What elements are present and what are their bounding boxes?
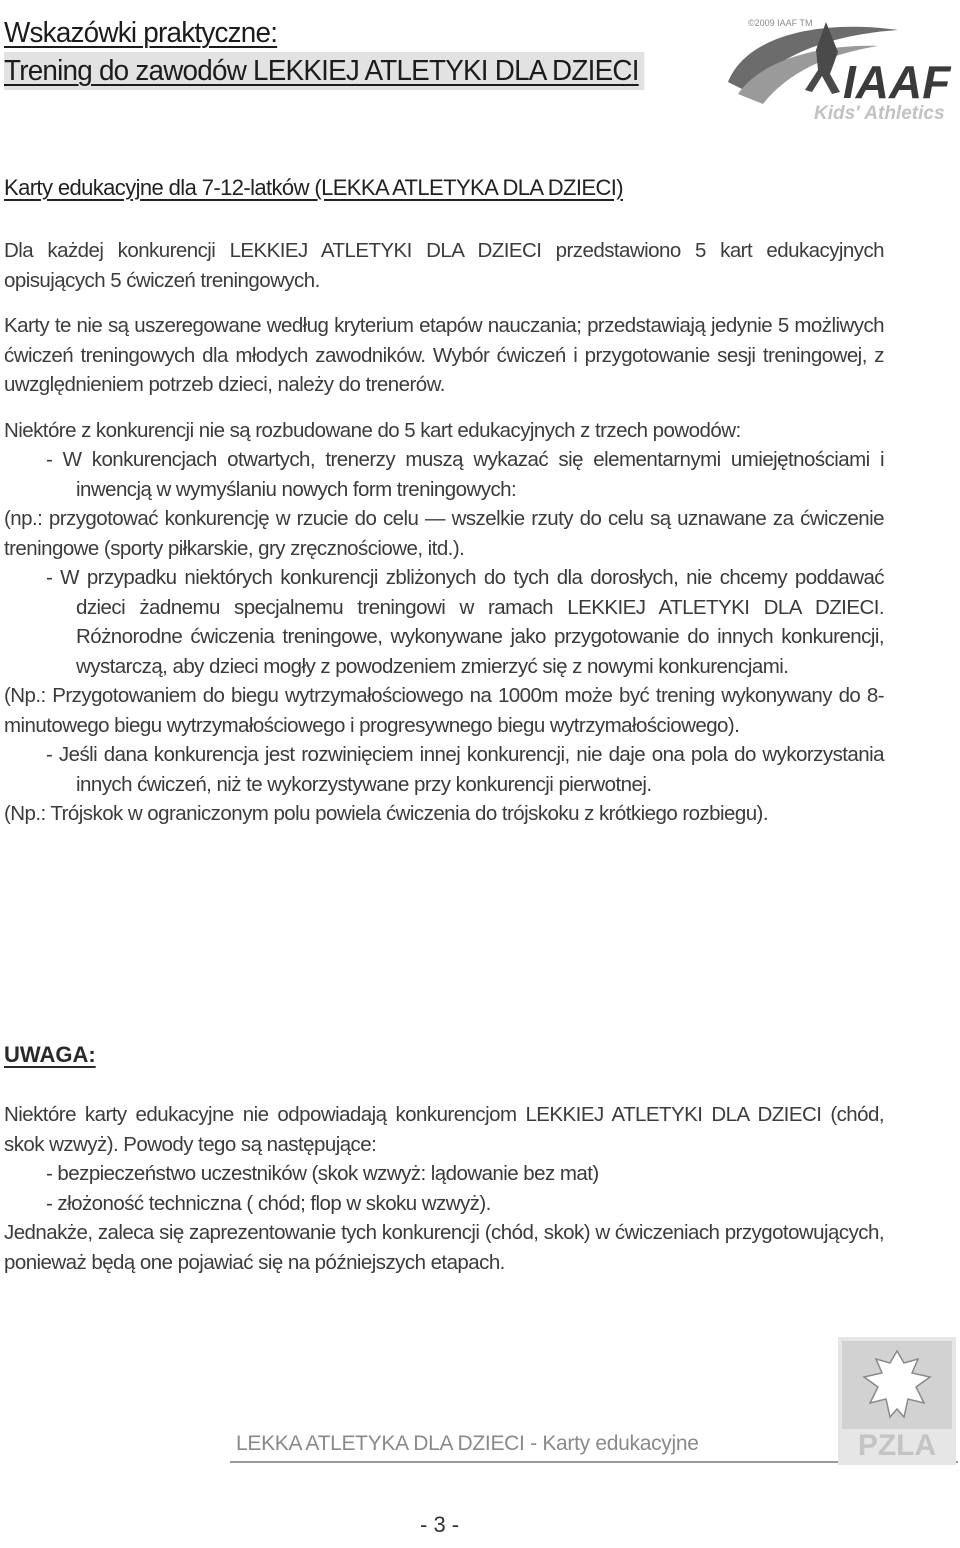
logo-top-text: ©2009 IAAF TM: [748, 18, 813, 28]
title-line-1: Wskazówki praktyczne:: [4, 17, 278, 49]
example-3: (Np.: Trójskok w ograniczonym polu powiela ćwiczenia do trójskoku z krótkiego rozbiegu).: [4, 802, 768, 825]
logo-sub-text: Kids' Athletics: [814, 103, 945, 124]
reason-1-text: - W konkurencjach otwartych, trenerzy muszą wykazać się elementarnymi umiejętnościami i inwencją w wymyślaniu nowych form treningowych:: [46, 448, 884, 501]
reason-2-text: - W przypadku niektórych konkurencji zbliżonych do tych dla dorosłych, nie chcemy poddawać dzieci żadnemu specjalnemu treningowi w ramach LEKKIEJ ATLETYKI DLA DZIECI. Różnorodne ćwiczenia treningowe, wykonywane jako przygotowanie do innych konkurencji, wystarczą, aby dzieci mogły z powodzeniem zmierzyć się z nowymi konkurencjami.: [46, 566, 884, 678]
uwaga-bullet-2-text: - złożoność techniczna ( chód; flop w skoku wzwyż).: [46, 1191, 491, 1215]
uwaga-bullet-1: [4, 1159, 884, 1189]
reason-3: [4, 740, 884, 799]
page-number: - 3 -: [420, 1512, 460, 1537]
paragraph-2: Karty te nie są uszeregowane według kryterium etapów nauczania; przedstawiają jedynie 5 możliwych ćwiczeń treningowych dla młodych zawodników. Wybór ćwiczeń i przygotowanie sesji treningowej, z uwzględnieniem potrzeb dzieci, należy do trenerów.: [4, 314, 884, 396]
reason-2: [4, 563, 884, 681]
example-2: (Np.: Przygotowaniem do biegu wytrzymałościowego na 1000m może być trening wykonywany do 8-minutowego biegu wytrzymałościowego i progresywnego biegu wytrzymałościowego).: [4, 684, 884, 737]
reason-3-text: - Jeśli dana konkurencja jest rozwinięciem innej konkurencji, nie daje ona pola do wykorzystania innych ćwiczeń, niż te wykorzystywane przy konkurencji pierwotnej.: [46, 743, 884, 796]
paragraph-3-intro: Niektóre z konkurencji nie są rozbudowane do 5 kart edukacyjnych z trzech powodów:: [4, 418, 741, 442]
footer-text: LEKKA ATLETYKA DLA DZIECI - Karty edukacyjne: [236, 1432, 699, 1455]
uwaga-paragraph-1: Niektóre karty edukacyjne nie odpowiadają konkurencjom LEKKIEJ ATLETYKI DLA DZIECI (chód, skok wzwyż). Powody tego są następujące:: [4, 1103, 884, 1156]
iaaf-kids-athletics-logo-icon: [708, 12, 958, 127]
uwaga-paragraph-2: Jednakże, zaleca się zaprezentowanie tych konkurencji (chód, skok) w ćwiczeniach przygotowujących, ponieważ będą one pojawiać się na późniejszych etapach.: [4, 1221, 884, 1274]
uwaga-content: [4, 1100, 884, 1277]
uwaga-bullet-2: [4, 1189, 884, 1219]
page-title: [4, 14, 704, 90]
logo-main-text: IAAF: [843, 56, 951, 108]
pzla-eagle-logo-icon: [838, 1337, 956, 1465]
title-line-2: Trening do zawodów LEKKIEJ ATLETYKI DLA DZIECI: [4, 52, 644, 90]
uwaga-bullet-1-text: - bezpieczeństwo uczestników (skok wzwyż: lądowanie bez mat): [46, 1162, 599, 1185]
paragraph-1: Dla każdej konkurencji LEKKIEJ ATLETYKI DLA DZIECI przedstawiono 5 kart edukacyjnych opisujących 5 ćwiczeń treningowych.: [4, 239, 884, 292]
uwaga-heading: UWAGA:: [4, 1042, 96, 1067]
pzla-logo-text: PZLA: [857, 1429, 937, 1462]
section-content: [4, 236, 884, 829]
section-heading: Karty edukacyjne dla 7-12-latków (LEKKA ATLETYKA DLA DZIECI): [4, 175, 623, 200]
example-1: (np.: przygotować konkurencję w rzucie do celu — wszelkie rzuty do celu są uznawane za ćwiczenie treningowe (sporty piłkarskie, gry zręcznościowe, itd.).: [4, 507, 884, 560]
reason-1: [4, 445, 884, 504]
